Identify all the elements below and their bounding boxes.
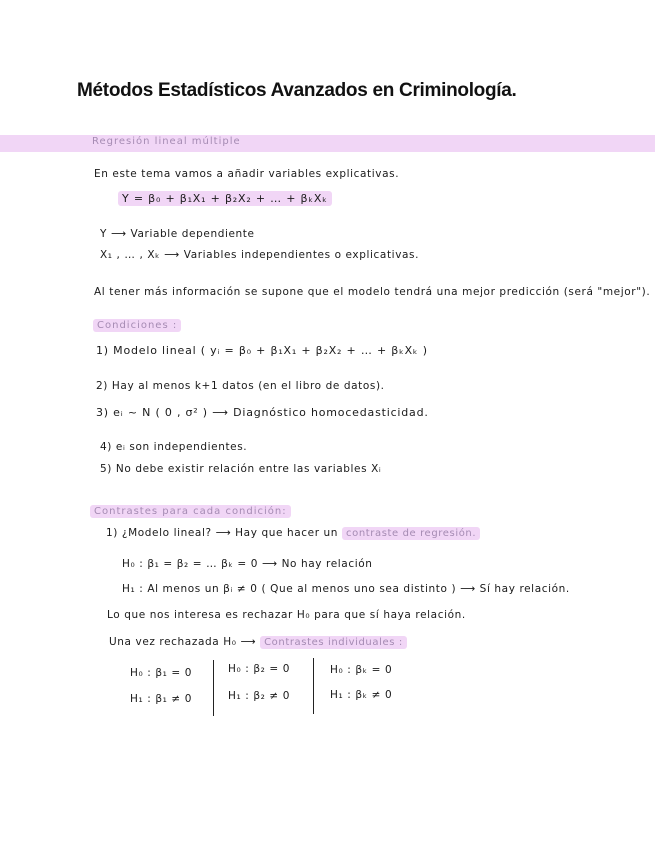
alternative-hypothesis: H₁ : Al menos un βᵢ ≠ 0 ( Que al menos uno sea distinto ) ⟶ Sí hay relación. <box>122 583 570 595</box>
table-cell-h1: H₁ : β₁ ≠ 0 <box>130 693 192 705</box>
contrasts-heading <box>90 499 291 518</box>
model-formula-highlight: Y = β₀ + β₁X₁ + β₂X₂ + … + βₖXₖ <box>118 191 332 206</box>
condition-item: 4) eᵢ son independientes. <box>100 441 248 453</box>
condition-item: 5) No debe existir relación entre las variables Xᵢ <box>100 463 382 475</box>
more-info-text: Al tener más información se supone que el modelo tendrá una mejor predicción (será "mejor"). <box>94 286 651 298</box>
table-cell-h0: H₀ : β₂ = 0 <box>228 663 290 675</box>
table-divider <box>213 660 214 716</box>
condition-item: 1) Modelo lineal ( yᵢ = β₀ + β₁X₁ + β₂X₂ + … + βₖXₖ ) <box>96 344 428 357</box>
table-cell-h1: H₁ : βₖ ≠ 0 <box>330 689 393 701</box>
model-formula <box>118 192 332 205</box>
null-hypothesis: H₀ : β₁ = β₂ = … βₖ = 0 ⟶ No hay relación <box>122 558 373 570</box>
individual-contrasts-highlight: Contrastes individuales : <box>260 636 407 649</box>
table-divider <box>313 658 314 714</box>
dependent-variable-def: Y ⟶ Variable dependiente <box>100 228 255 240</box>
condition-item: 2) Hay al menos k+1 datos (en el libro de datos). <box>96 380 385 392</box>
rejected-text: Una vez rechazada H₀ ⟶ <box>109 636 257 648</box>
conditions-heading <box>93 313 181 332</box>
table-cell-h0: H₀ : βₖ = 0 <box>330 664 393 676</box>
interest-text: Lo que nos interesa es rechazar H₀ para que sí haya relación. <box>107 609 466 621</box>
condition-item: 3) eᵢ ~ N ( 0 , σ² ) ⟶ Diagnóstico homocedasticidad. <box>96 406 429 419</box>
independent-variables-def: X₁ , … , Xₖ ⟶ Variables independientes o explicativas. <box>100 249 420 261</box>
regression-contrast-highlight: contraste de regresión. <box>342 527 480 540</box>
individual-contrasts-line <box>109 636 407 648</box>
conditions-label: Condiciones : <box>93 319 181 332</box>
table-cell-h0: H₀ : β₁ = 0 <box>130 667 192 679</box>
section-heading-regression: Regresión lineal múltiple <box>92 136 241 147</box>
regression-contrast-line <box>106 527 480 539</box>
table-cell-h1: H₁ : β₂ ≠ 0 <box>228 690 290 702</box>
contrasts-label: Contrastes para cada condición: <box>90 505 291 518</box>
regression-contrast-text: 1) ¿Modelo lineal? ⟶ Hay que hacer un <box>106 527 339 539</box>
intro-text: En este tema vamos a añadir variables explicativas. <box>94 168 400 180</box>
page-title: Métodos Estadísticos Avanzados en Criminología. <box>77 80 517 101</box>
